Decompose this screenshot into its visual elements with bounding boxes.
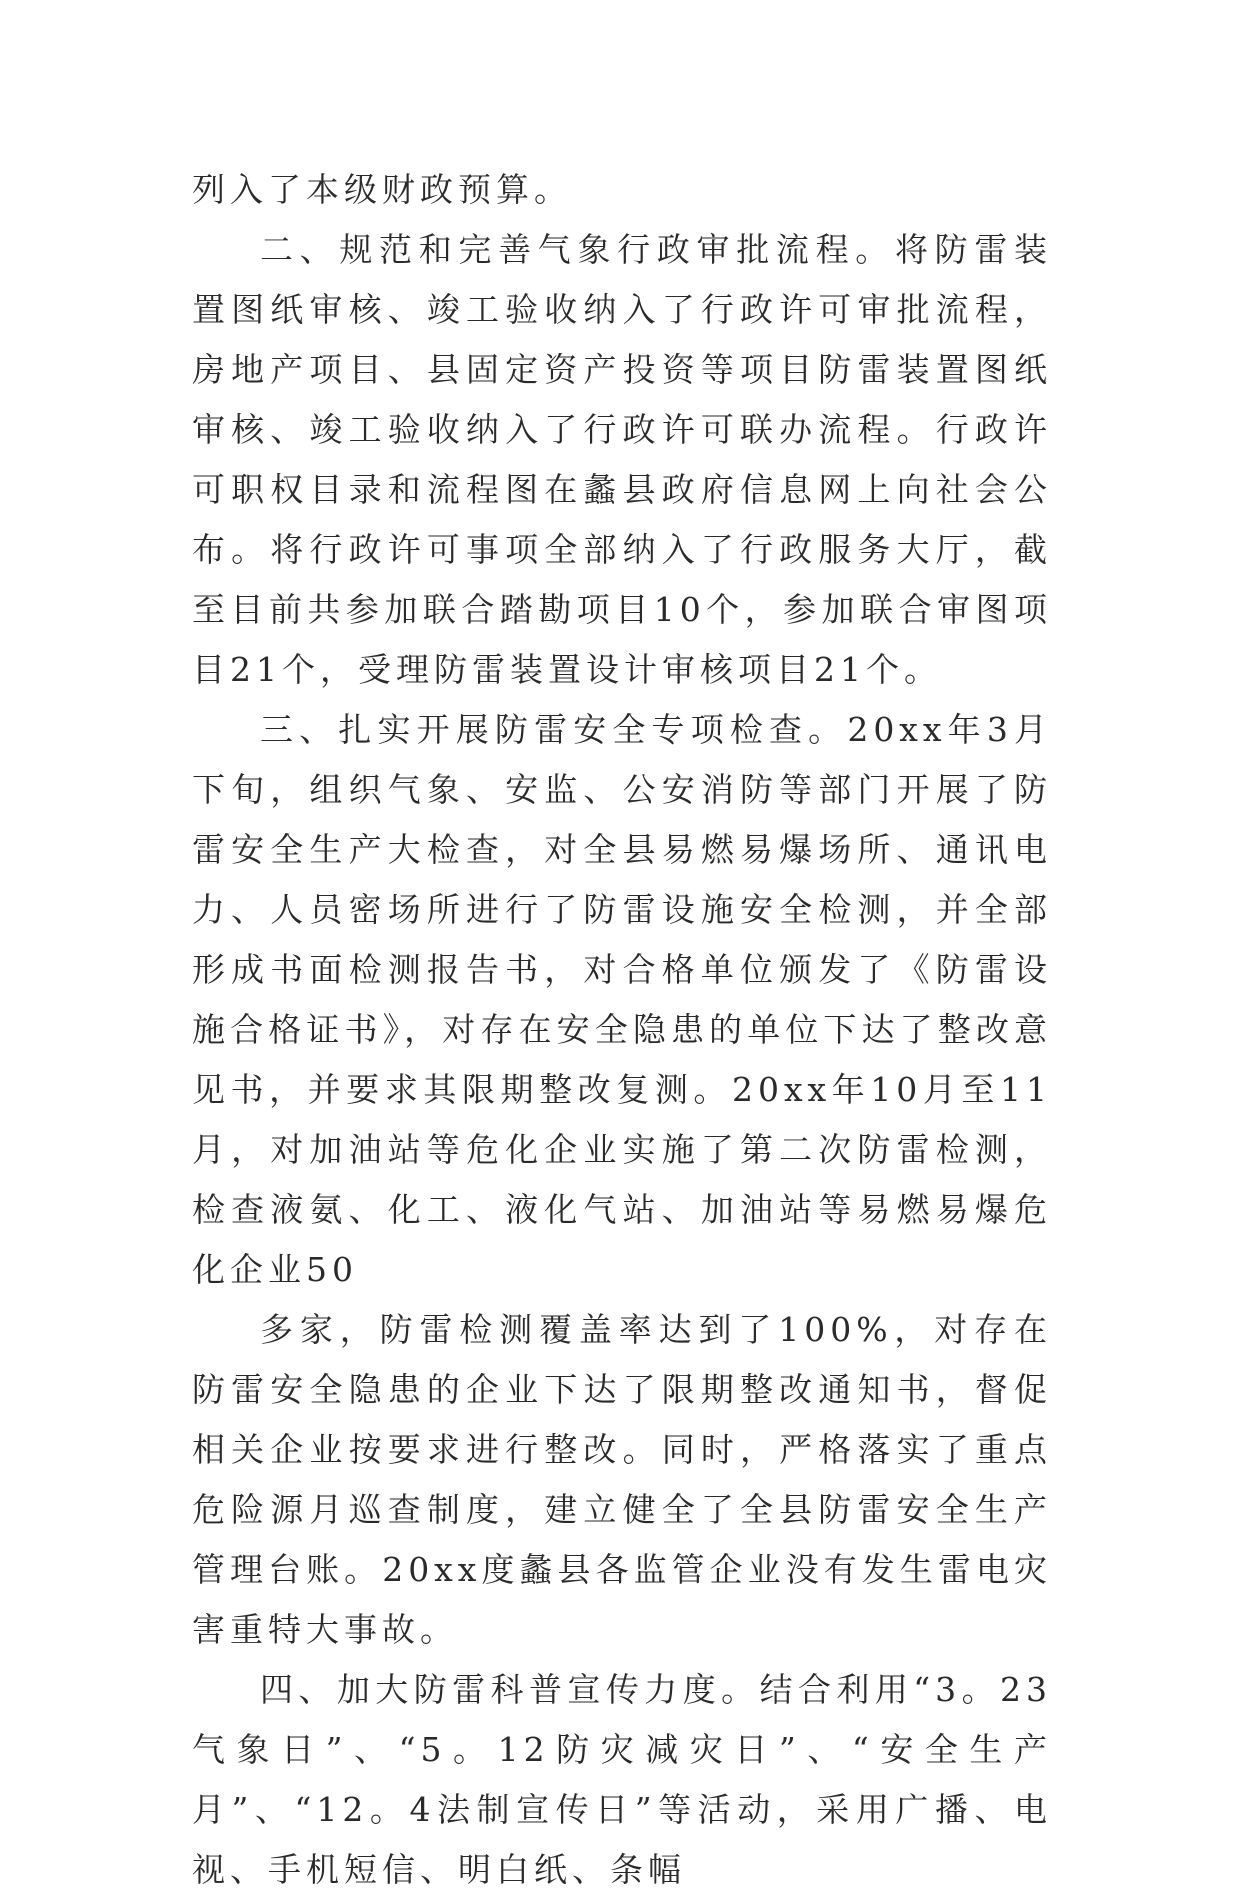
document-body bbox=[192, 160, 1052, 1900]
paragraph-safety-inspection: 三、扎实开展防雷安全专项检查。20xx年3月下旬，组织气象、安监、公安消防等部门开展了防雷安全生产大检查，对全县易燃易爆场所、通讯电力、人员密场所进行了防雷设施安全检测，并全部形成书面检测报告书，对合格单位颁发了《防雷设施合格证书》，对存在安全隐患的单位下达了整改意见书，并要求其限期整改复测。20xx年10月至11月，对加油站等危化企业实施了第二次防雷检测，检查液氨、化工、液化气站、加油站等易燃易爆危化企业50 bbox=[192, 710, 1052, 1289]
paragraph-budget-continuation: 列入了本级财政预算。 bbox=[192, 170, 572, 209]
paragraph-science-publicity: 四、加大防雷科普宣传力度。结合利用“3。23气象日”、“5。12防灾减灾日”、“安全生产月”、“12。4法制宣传日”等活动，采用广播、电视、手机短信、明白纸、条幅 bbox=[192, 1670, 1052, 1889]
paragraph-inspection-coverage: 多家，防雷检测覆盖率达到了100%，对存在防雷安全隐患的企业下达了限期整改通知书，督促相关企业按要求进行整改。同时，严格落实了重点危险源月巡查制度，建立健全了全县防雷安全生产管理台账。20xx度蠡县各监管企业没有发生雷电灾害重特大事故。 bbox=[192, 1310, 1052, 1649]
paragraph-administrative-approval: 二、规范和完善气象行政审批流程。将防雷装置图纸审核、竣工验收纳入了行政许可审批流程，房地产项目、县固定资产投资等项目防雷装置图纸审核、竣工验收纳入了行政许可联办流程。行政许可职权目录和流程图在蠡县政府信息网上向社会公布。将行政许可事项全部纳入了行政服务大厅，截至目前共参加联合踏勘项目10个，参加联合审图项目21个，受理防雷装置设计审核项目21个。 bbox=[192, 230, 1052, 689]
